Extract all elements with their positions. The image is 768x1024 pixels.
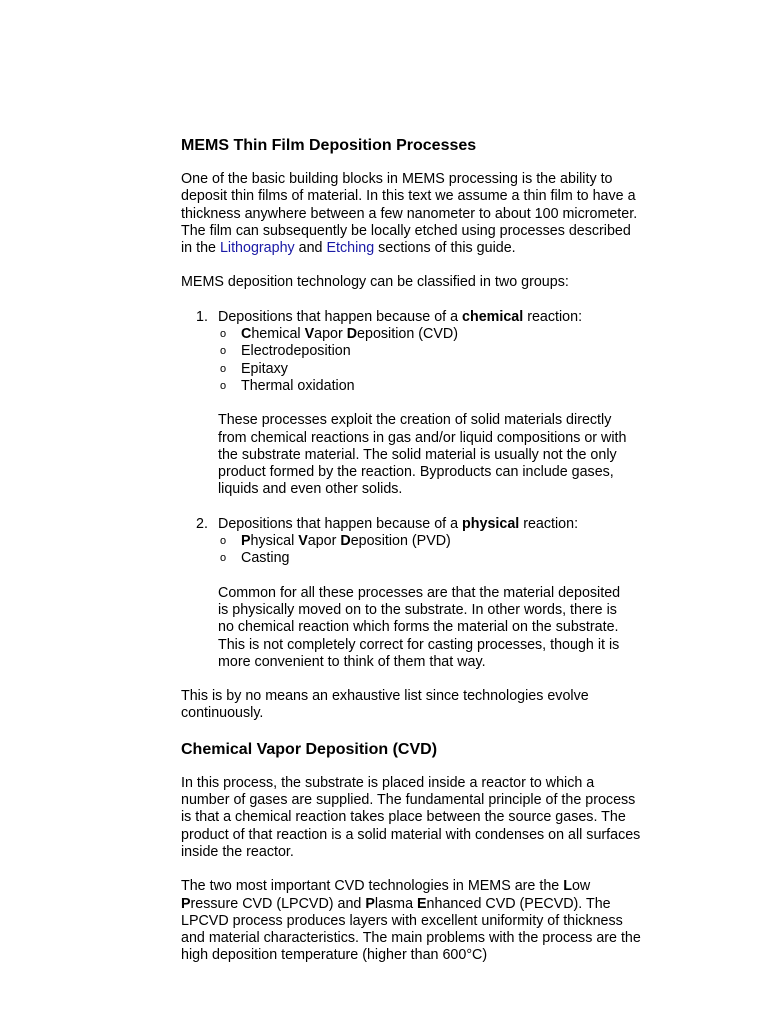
cvd-technologies-paragraph: The two most important CVD technologies in MEMS are the Low Pressure CVD (LPCVD) and Plasma Enhanced CVD (PECVD). The LPCVD process produces layers with excellent uniformity of thickness and material characteristics. The main problems with the process are the high deposition temperature (higher than 600°C): [181, 878, 641, 964]
bullet-icon: o: [220, 552, 227, 565]
deposition-groups-list: [181, 309, 641, 688]
intro-text-start: One of the basic building blocks in MEMS processing is the ability to deposit thin films of material. In this text we assume a thin film to have a thickness anywhere between a few nanometer to about 100 micrometer. The film can subsequently be locally etched using processes described in the: [181, 171, 638, 257]
physical-methods-list: [218, 533, 641, 568]
intro-text-end: sections of this guide.: [374, 240, 516, 257]
group-title: Depositions that happen because of a physical reaction:: [218, 515, 579, 532]
physical-description: Common for all these processes are that the material deposited is physically moved on to the substrate. In other words, there is no chemical reaction which forms the material on the substrate. This is not completely correct for casting processes, though it is more convenient to think of them that way.: [218, 584, 621, 670]
list-item-thermal-oxidation: o Thermal oxidation: [220, 377, 355, 394]
section-heading-cvd: Chemical Vapor Deposition (CVD): [181, 740, 438, 758]
bullet-icon: o: [220, 535, 227, 548]
group-number: 1.: [196, 308, 208, 325]
bullet-icon: o: [220, 345, 227, 358]
group-keyword: physical: [462, 515, 520, 532]
etching-link[interactable]: Etching: [326, 240, 375, 257]
chemical-description: These processes exploit the creation of solid materials directly from chemical reactions in gas and/or liquid compositions or with the substrate material. The solid material is usually not the only product formed by the reaction. Byproducts can include gases, liquids and even other solids.: [218, 412, 627, 498]
bullet-icon: o: [220, 362, 227, 375]
list-item-electrodeposition: o Electrodeposition: [220, 343, 351, 360]
bullet-icon: o: [220, 328, 227, 341]
section-heading-thin-film-deposition: MEMS Thin Film Deposition Processes: [181, 137, 477, 154]
closing-paragraph: This is by no means an exhaustive list since technologies evolve continuously.: [181, 688, 589, 722]
cvd-intro-paragraph: In this process, the substrate is placed inside a reactor to which a number of gases are supplied. The fundamental principle of the process is that a chemical reaction takes place between the source gases. The product of that reaction is a solid material with condenses on all surfaces inside the reactor.: [181, 774, 641, 860]
group-chemical: [181, 309, 641, 516]
lithography-link[interactable]: Lithography: [219, 240, 295, 257]
intro-text-and: and: [294, 240, 327, 257]
list-item-casting: o Casting: [220, 550, 290, 567]
group-physical: [181, 516, 641, 688]
group-title: Depositions that happen because of a chemical reaction:: [218, 308, 583, 325]
list-item-pvd: o Physical Vapor Deposition (PVD): [220, 533, 451, 550]
list-item-epitaxy: o Epitaxy: [220, 360, 288, 377]
classification-paragraph: MEMS deposition technology can be classified in two groups:: [181, 274, 569, 291]
intro-paragraph: [181, 171, 641, 257]
chemical-methods-list: [218, 326, 641, 395]
bullet-icon: o: [220, 379, 227, 392]
group-keyword: chemical: [462, 308, 524, 325]
list-item-cvd: o Chemical Vapor Deposition (CVD): [220, 326, 458, 343]
document-content: [181, 136, 641, 965]
group-number: 2.: [196, 515, 208, 532]
